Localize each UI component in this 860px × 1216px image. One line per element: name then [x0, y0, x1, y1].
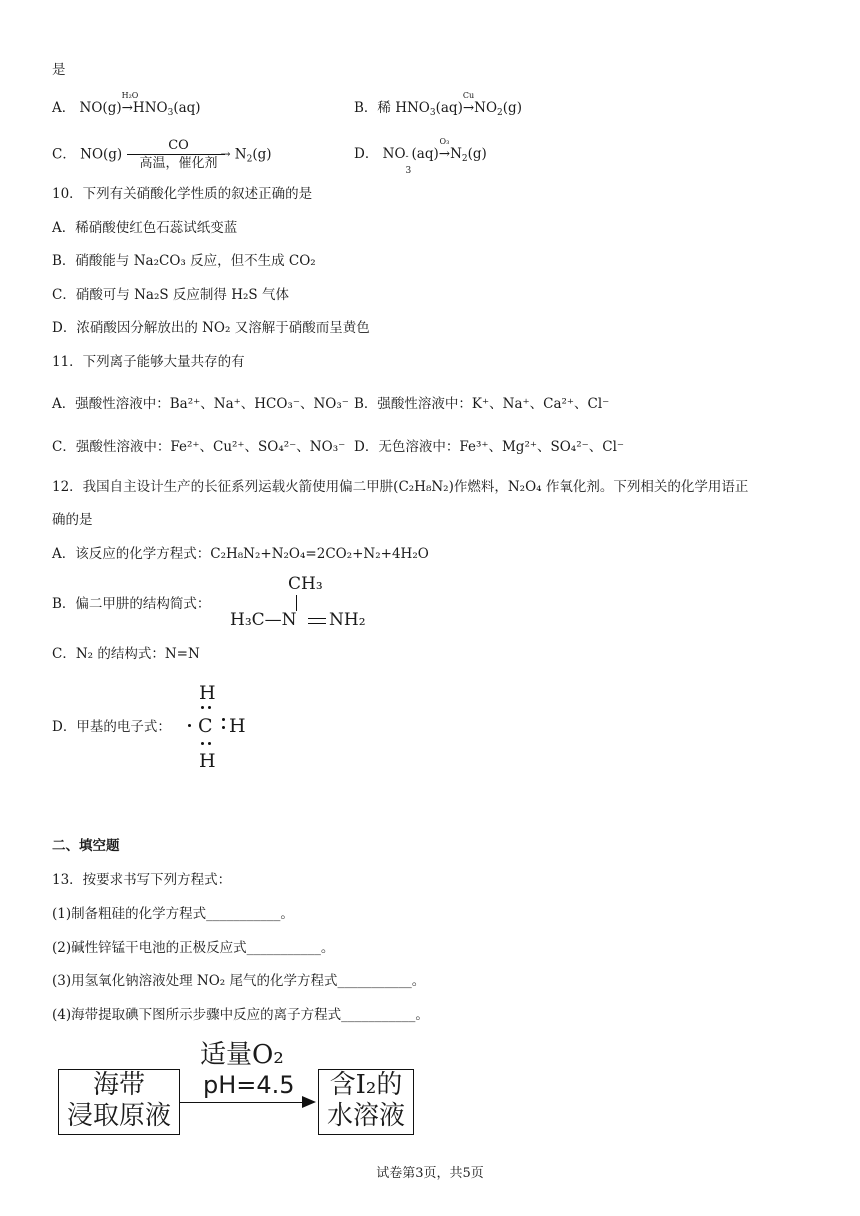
q9-d-rhs-sub: 2 [461, 154, 468, 164]
edot-c: C [198, 715, 213, 737]
q12-option-d-label: D．甲基的电子式： [52, 719, 171, 735]
struct-double-bond-2 [308, 623, 326, 624]
q13-part-3: (3)用氢氧化钠溶液处理 NO₂ 尾气的化学方程式___________。 [52, 973, 426, 989]
q10-option-a: A．稀硝酸使红色石蕊试纸变蓝 [52, 220, 238, 236]
edot-1 [201, 706, 204, 709]
flow-left-box [58, 1069, 180, 1135]
q12-option-a: A．该反应的化学方程式：C₂H₈N₂+N₂O₄=2CO₂+N₂+4H₂O [52, 546, 429, 562]
page-footer: 试卷第3页，共5页 [376, 1166, 484, 1181]
q11-option-d: D．无色溶液中：Fe³⁺、Mg²⁺、SO₄²⁻、Cl⁻ [354, 439, 625, 455]
q9-c-arrow [127, 140, 231, 170]
q9-d-reagent: O₃ [439, 137, 450, 146]
q9-a-lhs: NO(g) [79, 100, 122, 116]
edot-4 [222, 718, 225, 721]
edot-h-right: H [229, 715, 246, 737]
q11-stem: 11．下列离子能够大量共存的有 [52, 354, 245, 370]
flow-right-line1: 含I₂的 [329, 1070, 403, 1100]
q9-b-arrow: Cu → [462, 91, 475, 116]
q9-d-lhs-tail: (aq) [411, 146, 439, 162]
flow-arrow-line [180, 1102, 304, 1103]
q9-option-c [52, 140, 272, 170]
q12-option-b-label: B．偏二甲肼的结构简式： [52, 596, 211, 612]
q10-option-b: B．硝酸能与 Na₂CO₃ 反应，但不生成 CO₂ [52, 253, 316, 269]
q12-stem-line1: 12．我国自主设计生产的长征系列运载火箭使用偏二甲肼(C₂H₈N₂)作燃料，N₂O₄ 作氧化剂。下列相关的化学用语正 [52, 479, 749, 495]
edot-h-top: H [199, 682, 216, 704]
q9-d-rhs: N [450, 146, 462, 162]
edot-2 [208, 706, 211, 709]
q9-c-rhs: N [234, 146, 247, 163]
q9-b-lhs-tail: (aq) [435, 100, 463, 116]
q9-b-reagent: Cu [462, 91, 475, 100]
methyl-electron-formula [184, 682, 254, 774]
q13-part-4: (4)海带提取碘下图所示步骤中反应的离子方程式___________。 [52, 1007, 429, 1023]
q13-part-2: (2)碱性锌锰干电池的正极反应式___________。 [52, 940, 335, 956]
q11-option-a: A．强酸性溶液中：Ba²⁺、Na⁺、HCO₃⁻、NO₃⁻ [52, 396, 349, 412]
q9-b-lhs: HNO [395, 100, 430, 116]
q9-b-rhs-sub: 2 [497, 108, 503, 118]
q9-d-rhs-tail: (g) [467, 146, 487, 162]
q12-option-c: C．N₂ 的结构式：N=N [52, 646, 200, 662]
edot-7 [208, 742, 211, 745]
flow-right-box [318, 1069, 414, 1135]
q9-b-label: B．稀 [354, 100, 391, 116]
q9-b-lhs-sub: 3 [429, 108, 436, 118]
edot-3 [188, 724, 191, 727]
q11-option-b: B．强酸性溶液中：K⁺、Na⁺、Ca²⁺、Cl⁻ [354, 396, 610, 412]
dimethylhydrazine-structure [230, 574, 370, 634]
edot-h-bottom: H [199, 750, 216, 772]
q9-c-arrow-head: → [220, 147, 231, 161]
section-2-title: 二、填空题 [52, 838, 120, 854]
struct-right: NH₂ [329, 610, 366, 630]
flow-left-line2: 浸取原液 [66, 1101, 171, 1132]
q9-c-lhs: NO(g) [80, 146, 123, 163]
struct-left: H₃C—N [230, 610, 297, 630]
q9-c-label: C． [52, 146, 76, 163]
q9-d-arrow: O₃ → [438, 137, 451, 162]
q10-option-d: D．浓硝酸因分解放出的 NO₂ 又溶解于硝酸而呈黄色 [52, 320, 370, 336]
q13-part-1: (1)制备粗硅的化学方程式___________。 [52, 906, 294, 922]
flow-left-line1: 海带 [92, 1070, 145, 1100]
q9-c-reagent-bottom: 高温，催化剂 [139, 156, 218, 171]
q9-a-arrow: H₂O → [121, 91, 139, 116]
q9-a-rhs: HNO [132, 100, 168, 116]
q9-d-label: D． [354, 146, 379, 162]
edot-5 [222, 726, 225, 729]
q9-b-rhs: NO [474, 100, 498, 116]
q9-a-reagent: H₂O [121, 91, 139, 100]
q11-option-c: C．强酸性溶液中：Fe²⁺、Cu²⁺、SO₄²⁻、NO₃⁻ [52, 439, 346, 455]
q13-stem: 13．按要求书写下列方程式： [52, 872, 232, 888]
q9-option-b [354, 91, 522, 119]
q10-stem: 10．下列有关硝酸化学性质的叙述正确的是 [52, 186, 313, 202]
q9-option-d [354, 137, 487, 176]
q9-stem-tail: 是 [52, 62, 66, 78]
q9-a-label: A． [52, 100, 76, 116]
flow-arrow-top: 适量O₂ [200, 1040, 284, 1070]
q9-c-reagent-top: CO [168, 138, 189, 153]
q9-d-lhs-sub: 3 [405, 166, 412, 176]
struct-vertical-bond [296, 595, 297, 611]
q9-c-arrow-line [127, 154, 225, 155]
flow-right-line2: 水溶液 [326, 1101, 405, 1132]
struct-double-bond-1 [308, 618, 326, 619]
edot-6 [201, 742, 204, 745]
flow-arrow-bottom: pH=4.5 [203, 1071, 295, 1099]
q9-c-rhs-sub: 2 [246, 154, 253, 165]
q9-c-rhs-tail: (g) [252, 146, 272, 163]
q9-option-a [52, 91, 201, 119]
q9-b-rhs-tail: (g) [502, 100, 522, 116]
q9-a-rhs-tail: (aq) [173, 100, 201, 116]
q10-option-c: C．硝酸可与 Na₂S 反应制得 H₂S 气体 [52, 287, 289, 303]
q9-a-rhs-sub: 3 [167, 108, 174, 118]
flow-arrow-head [302, 1096, 316, 1108]
struct-ch3-top: CH₃ [288, 574, 323, 594]
q9-d-lhs: NO [382, 146, 406, 162]
q12-stem-line2: 确的是 [52, 512, 93, 528]
q9-d-lhs-sup: - [405, 152, 409, 162]
